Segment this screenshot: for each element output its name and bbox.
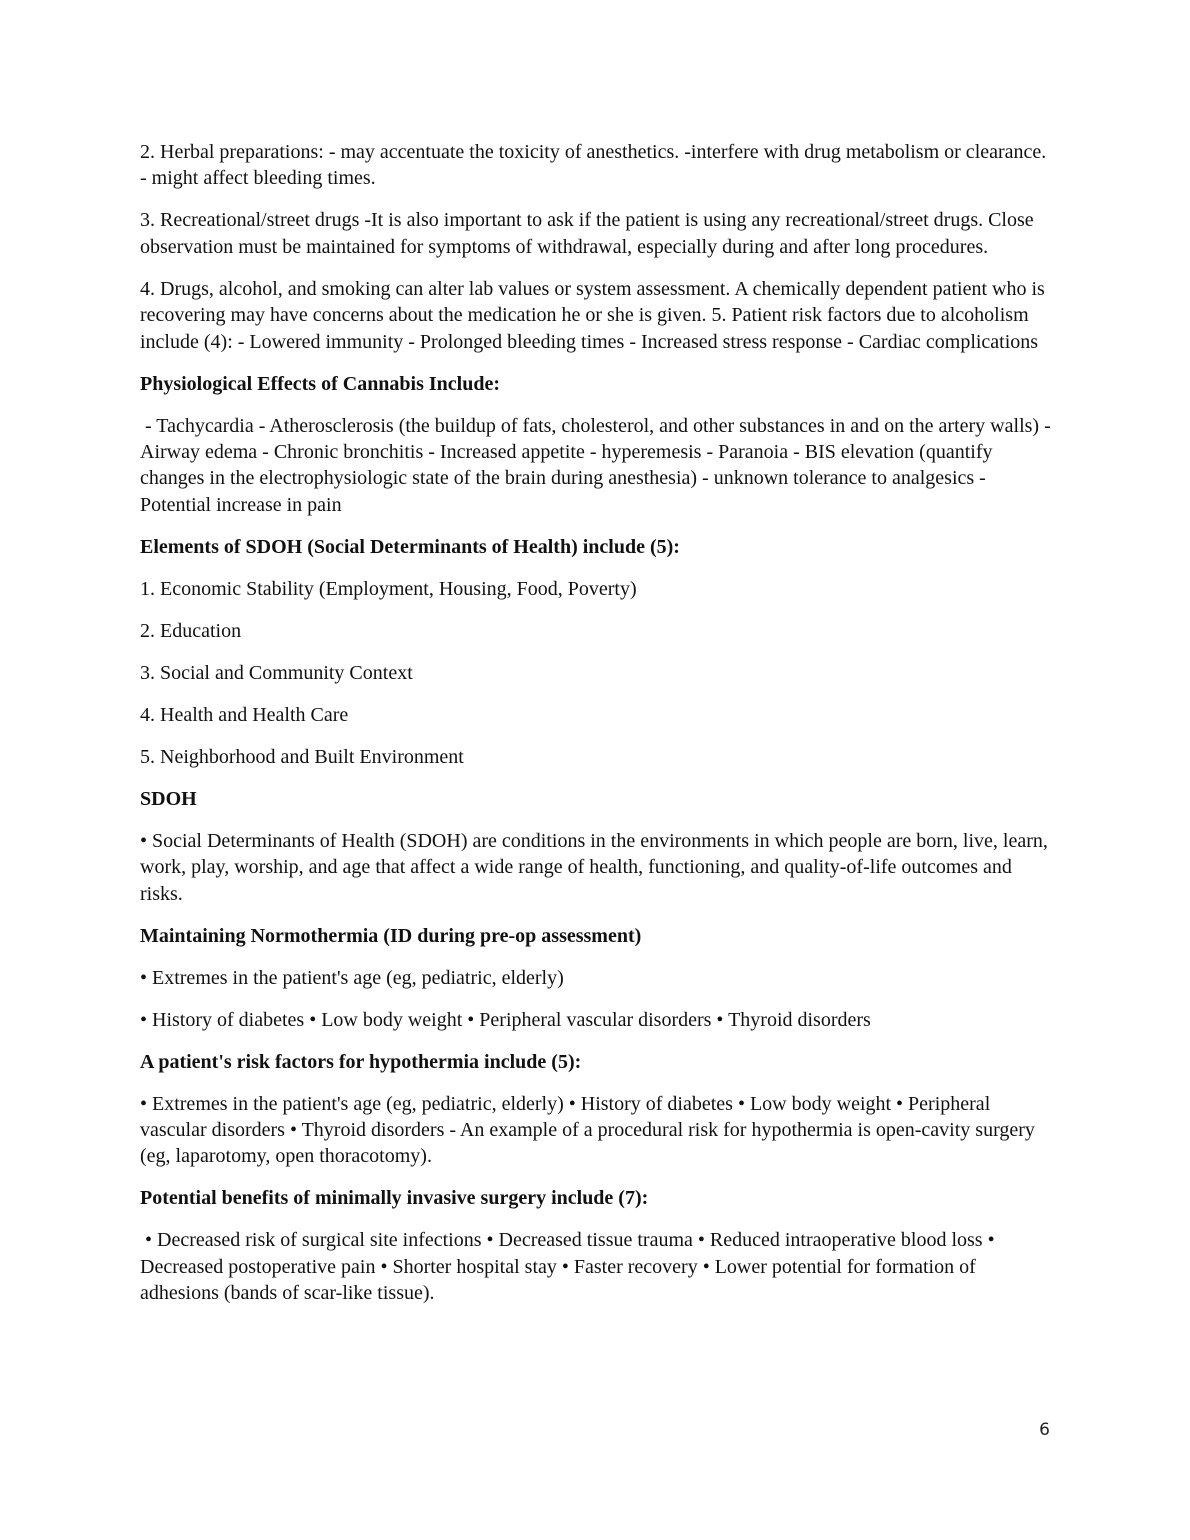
document-page: [140, 139, 1055, 1322]
page-number: 6: [1039, 1420, 1050, 1440]
sdoh-definition-paragraph: • Social Determinants of Health (SDOH) are conditions in the environments in which people are born, live, learn, work, play, worship, and age that affect a wide range of health, functioning, and quality-of-life outcomes and risks.: [140, 829, 1048, 905]
sdoh-element-item: 4. Health and Health Care: [140, 703, 349, 726]
sdoh-element-item: 1. Economic Stability (Employment, Housing, Food, Poverty): [140, 577, 637, 600]
sdoh-heading: SDOH: [140, 787, 197, 810]
cannabis-heading: Physiological Effects of Cannabis Include:: [140, 372, 501, 395]
sdoh-element-item: 5. Neighborhood and Built Environment: [140, 745, 464, 768]
normothermia-line: • Extremes in the patient's age (eg, pediatric, elderly): [140, 966, 564, 989]
sdoh-element-item: 3. Social and Community Context: [140, 661, 413, 684]
normothermia-line: • History of diabetes • Low body weight • Peripheral vascular disorders • Thyroid disorders: [140, 1008, 871, 1031]
herbal-preparations-paragraph: 2. Herbal preparations: - may accentuate the toxicity of anesthetics. -interfere with drug metabolism or clearance. - might affect bleeding times.: [140, 141, 1047, 190]
drugs-alcohol-paragraph: 4. Drugs, alcohol, and smoking can alter lab values or system assessment. A chemically dependent patient who is recovering may have concerns about the medication he or she is given. 5. Patient risk factors due to alcoholism include (4): - Lowered immunity - Prolonged bleeding times - Increased stress response - Cardiac complications: [140, 277, 1045, 353]
minimally-invasive-heading: Potential benefits of minimally invasive surgery include (7):: [140, 1187, 649, 1210]
hypothermia-risk-paragraph: • Extremes in the patient's age (eg, pediatric, elderly) • History of diabetes • Low body weight • Peripheral vascular disorders • Thyroid disorders - An example of a procedural risk for hypothermia is open-cavity surgery (eg, laparotomy, open thoracotomy).: [140, 1092, 1035, 1168]
hypothermia-heading: A patient's risk factors for hypothermia include (5):: [140, 1050, 582, 1073]
sdoh-element-item: 2. Education: [140, 619, 242, 642]
minimally-invasive-paragraph: • Decreased risk of surgical site infections • Decreased tissue trauma • Reduced intraoperative blood loss • Decreased postoperative pain • Shorter hospital stay • Faster recovery • Lower potential for formation of adhesions (bands of scar-like tissue).: [140, 1229, 1000, 1305]
normothermia-heading: Maintaining Normothermia (ID during pre-op assessment): [140, 924, 642, 947]
sdoh-elements-heading: Elements of SDOH (Social Determinants of Health) include (5):: [140, 535, 680, 558]
cannabis-effects-paragraph: - Tachycardia - Atherosclerosis (the buildup of fats, cholesterol, and other substances in and on the artery walls) - Airway edema - Chronic bronchitis - Increased appetite - hyperemesis - Paranoia - BIS elevation (quantify changes in the electrophysiologic state of the brain during anesthesia) - unknown tolerance to analgesics - Potential increase in pain: [140, 414, 1055, 516]
recreational-drugs-paragraph: 3. Recreational/street drugs -It is also important to ask if the patient is using any recreational/street drugs. Close observation must be maintained for symptoms of withdrawal, especially during and after long procedures.: [140, 209, 1034, 258]
